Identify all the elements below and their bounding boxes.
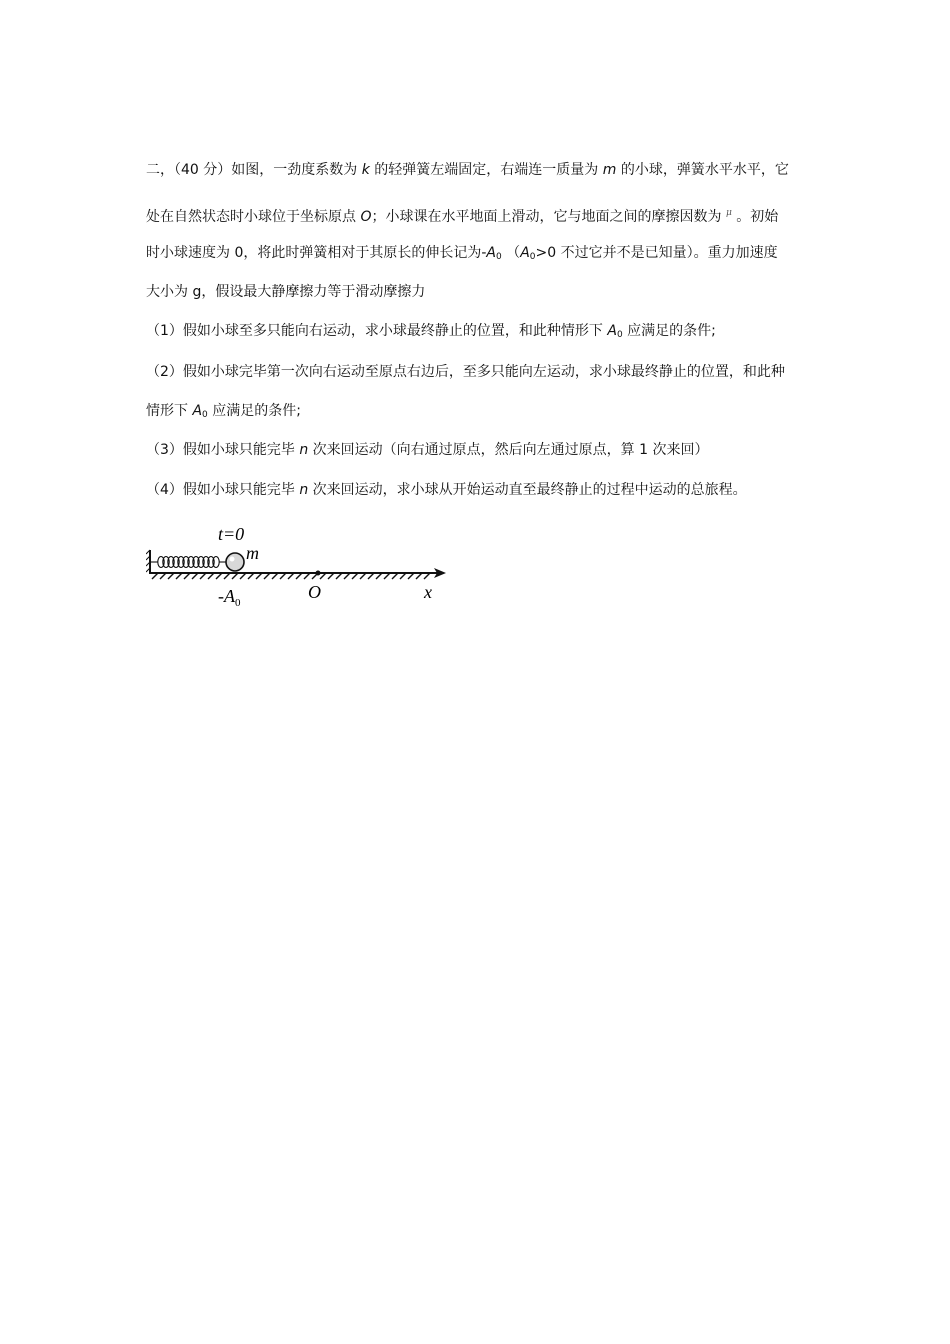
t-label: t=0: [218, 524, 245, 544]
text: 的轻弹簧左端固定，右端连一质量为: [369, 162, 603, 178]
problem-intro-line-1: [146, 160, 789, 180]
m-label: m: [246, 543, 259, 563]
var-n: n: [299, 442, 309, 458]
var-k: k: [361, 162, 370, 178]
text: >0 不过它并不是已知量）。重力加速度: [535, 245, 778, 261]
question-2-line-2: [146, 401, 301, 425]
text: 应满足的条件;: [207, 403, 301, 419]
text: 次来回运动（向右通过原点，然后向左通过原点，算 1 次来回）: [308, 442, 709, 458]
question-2-line-1: （2）假如小球完毕第一次向右运动至原点右边后，至多只能向左运动，求小球最终静止的位置，和此种: [146, 364, 785, 380]
var-a: A: [486, 245, 496, 261]
ball: [226, 553, 244, 571]
spring-mass-diagram: [146, 522, 456, 612]
text: （1）假如小球至多只能向右运动，求小球最终静止的位置，和此种情形下: [146, 323, 608, 339]
subscript: 0: [496, 252, 502, 262]
origin-dot: [316, 571, 321, 576]
a0-prefix: -A: [218, 586, 235, 606]
problem-intro-line-4: 大小为 g，假设最大静摩擦力等于滑动摩擦力: [146, 284, 426, 300]
question-4: [146, 480, 747, 500]
text: ；小球课在水平地面上滑动，它与地面之间的摩擦因数为: [371, 209, 726, 225]
var-n: n: [299, 482, 309, 498]
subscript: 0: [529, 252, 536, 262]
var-a: A: [520, 245, 530, 261]
subscript: 0: [616, 330, 623, 340]
var-m: m: [602, 162, 617, 178]
subscript: 0: [202, 410, 208, 420]
problem-intro-line-2: [146, 203, 778, 227]
text: 二，（40 分）如图，一劲度系数为: [146, 162, 362, 178]
a0-subscript: 0: [235, 597, 241, 609]
var-o: O: [360, 209, 372, 225]
text: 处在自然状态时小球位于坐标原点: [146, 209, 361, 225]
var-a: A: [607, 323, 617, 339]
o-label: O: [308, 582, 321, 602]
text: 应满足的条件;: [622, 323, 716, 339]
question-1: [146, 321, 716, 345]
text: 。初始: [731, 209, 779, 225]
text: 时小球速度为 0，将此时弹簧相对于其原长的伸长记为-: [146, 245, 487, 261]
question-3: [146, 440, 709, 460]
text: （3）假如小球只能完毕: [146, 442, 300, 458]
wall: [146, 550, 150, 574]
text: 次来回运动，求小球从开始运动直至最终静止的过程中运动的总旅程。: [308, 482, 747, 498]
problem-intro-line-3: [146, 243, 778, 267]
var-a: A: [192, 403, 203, 419]
text: （: [501, 245, 521, 261]
a0-label: [218, 586, 241, 609]
x-label: x: [424, 582, 432, 602]
text: （4）假如小球只能完毕: [146, 482, 300, 498]
spring: [150, 557, 226, 568]
text: 的小球，弹簧水平水平，它: [616, 162, 789, 178]
var-mu: μ: [725, 208, 732, 218]
text: 情形下: [146, 403, 193, 419]
